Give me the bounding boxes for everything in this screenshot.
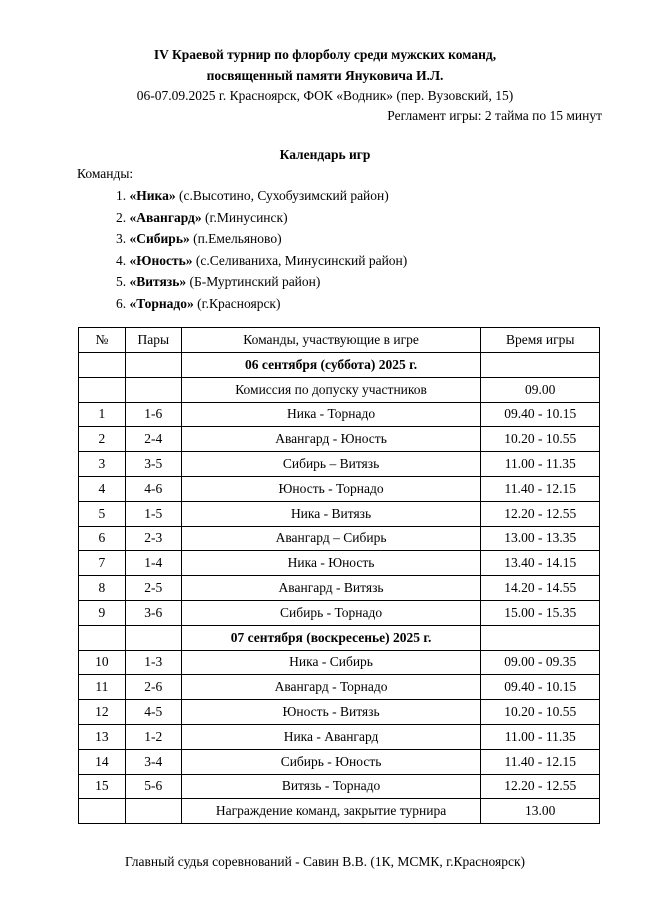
game-time: 14.20 - 14.55 xyxy=(481,576,600,601)
commission-label: Комиссия по допуску участников xyxy=(181,377,481,402)
commission-row xyxy=(79,377,600,402)
game-teams: Юность - Торнадо xyxy=(181,476,481,501)
game-number: 11 xyxy=(79,675,126,700)
title-line-1: IV Краевой турнир по флорболу среди мужских команд, xyxy=(153,47,497,62)
team-item: 6. «Торнадо» (г.Красноярск) xyxy=(116,295,281,311)
game-number: 15 xyxy=(79,774,126,799)
game-pair: 4-6 xyxy=(125,476,181,501)
game-teams: Витязь - Торнадо xyxy=(181,774,481,799)
game-teams: Авангард - Торнадо xyxy=(181,675,481,700)
day1-row xyxy=(79,353,600,378)
game-pair: 1-5 xyxy=(125,501,181,526)
table-row xyxy=(79,724,600,749)
table-row xyxy=(79,526,600,551)
game-teams: Ника - Витязь xyxy=(181,501,481,526)
game-number: 12 xyxy=(79,700,126,725)
table-header-row xyxy=(79,328,600,353)
calendar-title: Календарь игр xyxy=(279,147,371,162)
closing-label: Награждение команд, закрытие турнира xyxy=(181,799,481,824)
game-time: 11.00 - 11.35 xyxy=(481,452,600,477)
game-number: 13 xyxy=(79,724,126,749)
table-row xyxy=(79,452,600,477)
game-pair: 3-4 xyxy=(125,749,181,774)
team-item: 1. «Ника» (с.Высотино, Сухобузимский район) xyxy=(116,188,389,203)
game-teams: Сибирь - Торнадо xyxy=(181,600,481,625)
game-number: 2 xyxy=(79,427,126,452)
day2-label: 07 сентября (воскресенье) 2025 г. xyxy=(181,625,481,650)
table-row xyxy=(79,650,600,675)
table-row xyxy=(79,427,600,452)
col-header-pairs: Пары xyxy=(125,328,181,353)
game-pair: 3-5 xyxy=(125,452,181,477)
table-row xyxy=(79,402,600,427)
teams-label: Команды: xyxy=(77,166,134,181)
chief-judge: Главный судья соревнований - Савин В.В. (1К, МСМК, г.Красноярск) xyxy=(125,854,525,869)
table-row xyxy=(79,749,600,774)
table-row xyxy=(79,476,600,501)
commission-time: 09.00 xyxy=(481,377,600,402)
game-number: 14 xyxy=(79,749,126,774)
game-pair: 2-6 xyxy=(125,675,181,700)
game-time: 09.00 - 09.35 xyxy=(481,650,600,675)
team-item: 4. «Юность» (с.Селиваниха, Минусинский район) xyxy=(116,252,408,268)
regulation: Регламент игры: 2 тайма по 15 минут xyxy=(387,108,602,123)
table-row xyxy=(79,700,600,725)
game-number: 6 xyxy=(79,526,126,551)
game-time: 12.20 - 12.55 xyxy=(481,501,600,526)
team-item: 3. «Сибирь» (п.Емельяново) xyxy=(116,231,282,246)
game-teams: Авангард - Витязь xyxy=(181,576,481,601)
team-item: 2. «Авангард» (г.Минусинск) xyxy=(116,209,288,225)
game-pair: 1-6 xyxy=(125,402,181,427)
game-time: 10.20 - 10.55 xyxy=(481,700,600,725)
game-pair: 1-3 xyxy=(125,650,181,675)
game-pair: 2-3 xyxy=(125,526,181,551)
game-teams: Авангард - Юность xyxy=(181,427,481,452)
col-header-time: Время игры xyxy=(481,328,600,353)
game-number: 4 xyxy=(79,476,126,501)
dates-location: 06-07.09.2025 г. Красноярск, ФОК «Водник» (пер. Вузовский, 15) xyxy=(136,88,514,103)
col-header-teams: Команды, участвующие в игре xyxy=(181,328,481,353)
teams-list xyxy=(116,185,407,314)
game-teams: Ника - Юность xyxy=(181,551,481,576)
closing-row xyxy=(79,799,600,824)
game-teams: Ника - Сибирь xyxy=(181,650,481,675)
game-pair: 2-5 xyxy=(125,576,181,601)
team-item: 5. «Витязь» (Б-Муртинский район) xyxy=(116,274,321,289)
game-time: 10.20 - 10.55 xyxy=(481,427,600,452)
game-pair: 1-2 xyxy=(125,724,181,749)
table-row xyxy=(79,551,600,576)
game-pair: 3-6 xyxy=(125,600,181,625)
table-row xyxy=(79,774,600,799)
game-pair: 4-5 xyxy=(125,700,181,725)
game-number: 7 xyxy=(79,551,126,576)
game-pair: 1-4 xyxy=(125,551,181,576)
game-time: 09.40 - 10.15 xyxy=(481,675,600,700)
col-header-number: № xyxy=(79,328,126,353)
table-row xyxy=(79,675,600,700)
game-time: 09.40 - 10.15 xyxy=(481,402,600,427)
game-teams: Ника - Авангард xyxy=(181,724,481,749)
game-time: 15.00 - 15.35 xyxy=(481,600,600,625)
game-teams: Сибирь – Витязь xyxy=(181,452,481,477)
game-teams: Авангард – Сибирь xyxy=(181,526,481,551)
day2-row xyxy=(79,625,600,650)
game-number: 9 xyxy=(79,600,126,625)
game-teams: Ника - Торнадо xyxy=(181,402,481,427)
game-time: 13.40 - 14.15 xyxy=(481,551,600,576)
schedule-table xyxy=(78,327,600,824)
game-time: 11.40 - 12.15 xyxy=(481,749,600,774)
day1-label: 06 сентября (суббота) 2025 г. xyxy=(181,353,481,378)
game-pair: 5-6 xyxy=(125,774,181,799)
table-row xyxy=(79,600,600,625)
game-number: 8 xyxy=(79,576,126,601)
table-row xyxy=(79,501,600,526)
game-teams: Юность - Витязь xyxy=(181,700,481,725)
game-teams: Сибирь - Юность xyxy=(181,749,481,774)
game-number: 1 xyxy=(79,402,126,427)
game-number: 10 xyxy=(79,650,126,675)
game-time: 12.20 - 12.55 xyxy=(481,774,600,799)
game-pair: 2-4 xyxy=(125,427,181,452)
title-line-2: посвященный памяти Януковича И.Л. xyxy=(206,68,444,83)
game-time: 13.00 - 13.35 xyxy=(481,526,600,551)
closing-time: 13.00 xyxy=(481,799,600,824)
game-time: 11.00 - 11.35 xyxy=(481,724,600,749)
game-time: 11.40 - 12.15 xyxy=(481,476,600,501)
table-row xyxy=(79,576,600,601)
game-number: 5 xyxy=(79,501,126,526)
game-number: 3 xyxy=(79,452,126,477)
